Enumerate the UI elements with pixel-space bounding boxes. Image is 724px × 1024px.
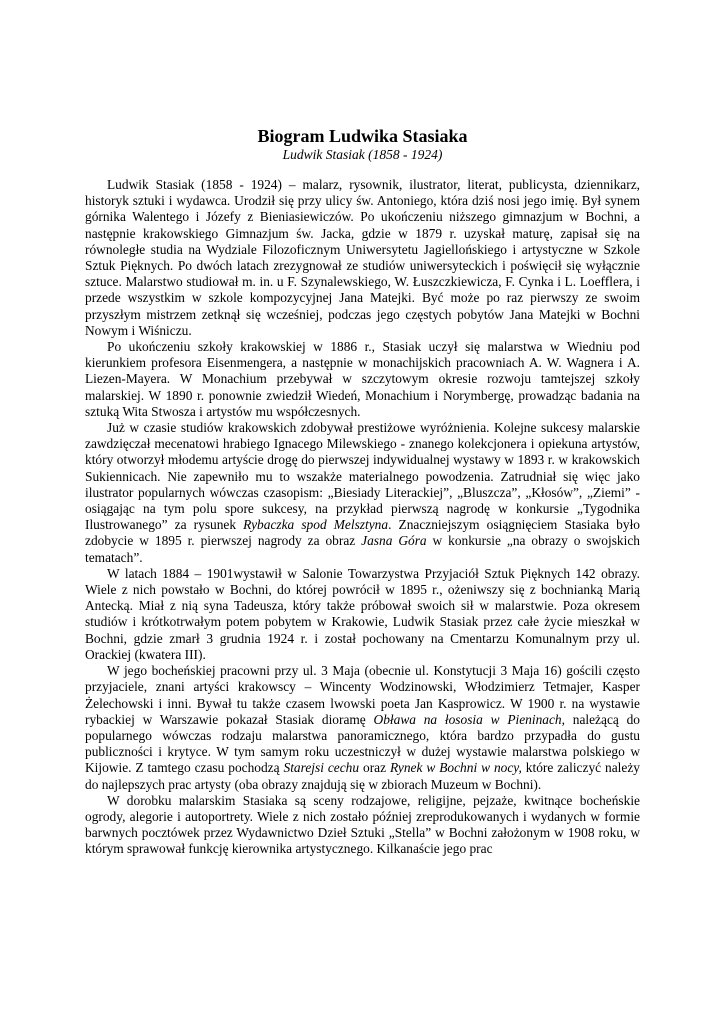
paragraph-5-text-e: oraz (359, 760, 390, 776)
paragraph-3-text-a: Już w czasie studiów krakowskich zdobywał prestiżowe wyróżnienia. Kolejne sukcesy malarskie zawdzięczał mecenatowi hrabiego Ignacego Milewskiego - znanego kolekcjonera i opiekuna artystów, który otworzył młodemu artyście drogę do pierwszej indywidualnej wystawy w 1893 r. w krakowskich Sukiennicach. Nie zapewniło mu to wszakże materialnego powodzenia. Zatrudniał się więc jako ilustrator popularnych wówczas czasopism: „Biesiady Literackiej”, „Bluszcza”, „Kłosów”, „Ziemi” - osiągając na tym polu spore sukcesy, na przykład pierwszą nagrodę w konkursie „Tygodnika Ilustrowanego” za rysunek (85, 420, 640, 533)
paragraph-2: Po ukończeniu szkoły krakowskiej w 1886 r., Stasiak uczył się malarstwa w Wiedniu pod kierunkiem profesora Eisenmengera, a następnie w monachijskich pracowniach A. W. Wagnera i A. Liezen-Mayera. W Monachium przebywał w szczytowym okresie rozwoju tamtejszej szkoły malarskiej. W 1890 r. ponownie zwiedził Wiedeń, Monachium i Norymbergę, prowadząc badania na sztuką Wita Stwosza i artystów mu współczesnych. (85, 339, 640, 419)
document-title: Biogram Ludwika Stasiaka (257, 126, 468, 146)
paragraph-5-text-g: które zaliczyć należy do najlepszych prac artysty (oba obrazy znajdują się w zbiorach Muzeum w Bochni). (85, 760, 640, 792)
paragraph-5 (85, 663, 640, 793)
paragraph-1: Ludwik Stasiak (1858 - 1924) – malarz, rysownik, ilustrator, literat, publicysta, dziennikarz, historyk sztuki i wydawca. Urodził się przy ulicy św. Antoniego, która dziś nosi jego imię. Był synem górnika Walentego i Józefy z Bieniasiewiczów. Po ukończeniu niższego gimnazjum w Bochni, a następnie krakowskiego Gimnazjum św. Jacka, gdzie w 1879 r. uzyskał maturę, zapisał się na równoległe studia na Wydziale Filozoficznym Uniwersytetu Jagiellońskiego i artystyczne w Szkole Sztuk Pięknych. Po dwóch latach zrezygnował ze studiów uniwersyteckich i poświęcił się wyłącznie sztuce. Malarstwo studiował m. in. u F. Szynalewskiego, W. Łuszczkiewicza, F. Cynka i L. Loefflera, i przede wszystkim w szkole kompozycyjnej Jana Matejki. Być może po raz pierwszy ze swoim przyszłym mistrzem zetknął się wcześniej, podczas jego częstych pobytów Jana Matejki w Bochni Nowym i Wiśniczu. (85, 177, 640, 338)
paragraph-3 (85, 420, 640, 566)
artwork-title-rybaczka: Rybaczka spod Melsztyna (243, 517, 389, 533)
paragraph-3-text-c: . Znaczniejszym osiągnięciem Stasiaka było zdobycie w 1895 r. pierwszej nagrody za obraz (85, 517, 640, 549)
document-subtitle: Ludwik Stasiak (1858 - 1924) (282, 147, 443, 162)
document-page (85, 126, 640, 858)
paragraph-5-text-a: W jego bocheńskiej pracowni przy ul. 3 Maja (obecnie ul. Konstytucji 3 Maja 16) gościli często przyjaciele, znani artyści krakowscy – Wincenty Wodzinowski, Włodzimierz Tetmajer, Kasper Żelechowski i inni. Bywał tu także czasem lwowski poeta Jan Kasprowicz. W 1900 r. na wystawie rybackiej w Warszawie pokazał Stasiak dioramę (85, 663, 640, 727)
artwork-title-starejsi-cechu: Starejsi cechu (283, 760, 360, 776)
artwork-title-jasna-gora: Jasna Góra (361, 533, 427, 549)
paragraph-5-text-c: , należącą do popularnego wówczas rodzaju malarstwa panoramicznego, która bardzo przypadła do gustu publiczności i krytyce. W tym samym roku uczestniczył w dużej wystawie malarstwa polskiego w Kijowie. Z tamtego czasu pochodzą (85, 711, 641, 776)
paragraph-6: W dorobku malarskim Stasiaka są sceny rodzajowe, religijne, pejzaże, kwitnące bocheńskie ogrody, alegorie i autoportrety. Wiele z nich zostało później zreprodukowanych i wydanych w formie barwnych pocztówek przez Wydawnictwo Dzieł Sztuki „Stella” w Bochni założonym w 1908 roku, w którym sprawował funkcję kierownika artystycznego. Kilkanaście jego prac (85, 792, 640, 857)
artwork-title-rynek-w-bochni: Rynek w Bochni w nocy, (389, 760, 522, 776)
artwork-title-oblawa: Obława na łososia w Pieninach (373, 711, 562, 727)
paragraph-3-text-e: w konkursie „na obrazy o swojskich tematach”. (85, 533, 640, 565)
paragraph-4: W latach 1884 – 1901wystawił w Salonie Towarzystwa Przyjaciół Sztuk Pięknych 142 obrazy. Wiele z nich powstało w Bochni, do której powrócił w 1895 r., ożeniwszy się z bochnianką Marią Antecką. Miał z nią syna Tadeusza, który także próbował swoich sił w malarstwie. Poza okresem studiów i krótkotrwałym potem pobytem w Krakowie, Ludwik Stasiak przez całe życie mieszkał w Bochni, gdzie zmarł 3 grudnia 1924 r. i został pochowany na Cmentarzu Komunalnym przy ul. Orackiej (kwatera III). (85, 565, 640, 662)
